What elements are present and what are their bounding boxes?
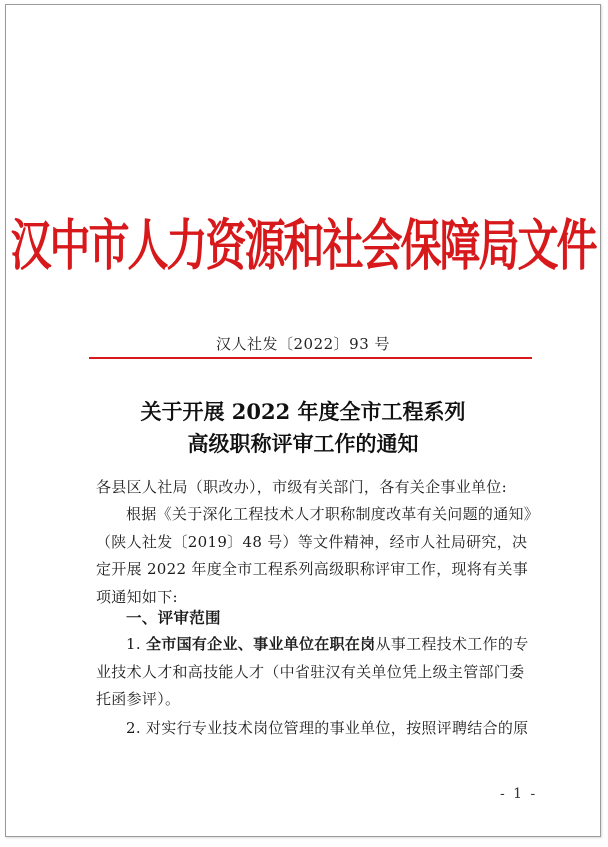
page-number: - 1 - [500, 786, 538, 802]
issuer-header: 汉中市人力资源和社会保障局文件 [10, 213, 596, 278]
section-heading-scope: 一、评审范围 [126, 608, 221, 627]
red-divider-line [89, 357, 532, 359]
scope-item-1 [96, 631, 536, 714]
scope-item-1-text: 从事工程技术工作的专业技术人才和高技能人才（中省驻汉有关单位凭上级主管部门委托函参评）。 [96, 635, 529, 708]
document-page [5, 4, 601, 837]
scope-item-1-number: 1. [126, 635, 146, 653]
scope-item-2: 2. 对实行专业技术岗位管理的事业单位，按照评聘结合的原 [126, 719, 529, 737]
intro-paragraph: 根据《关于深化工程技术人才职称制度改革有关问题的通知》（陕人社发〔2019〕48 号）等文件精神，经市人社局研究，决定开展 2022 年度全市工程系列高级职称评审工作，现将有关事项通知如下: [96, 505, 532, 606]
notice-title-line-2: 高级职称评审工作的通知 [187, 431, 419, 456]
addressee: 各县区人社局（职改办），市级有关部门，各有关企事业单位: [96, 478, 507, 496]
scope-item-1-emphasis: 全市国有企业、事业单位在职在岗 [145, 635, 376, 653]
document-number: 汉人社发〔2022〕93 号 [215, 335, 391, 353]
notice-title-line-1: 关于开展 2022 年度全市工程系列 [140, 399, 466, 424]
